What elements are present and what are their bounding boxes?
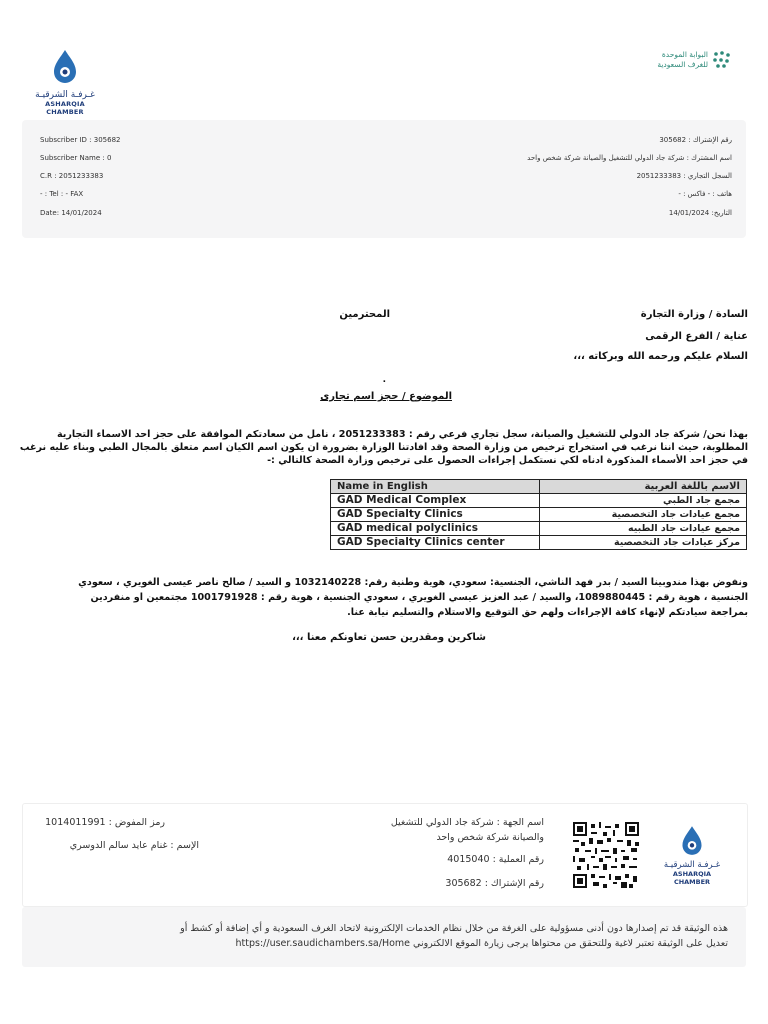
recipient-line: السادة / وزارة التجارة xyxy=(640,309,748,320)
table-header-row xyxy=(331,480,747,494)
header-english: Name in English xyxy=(331,480,540,494)
operation-number: رقم العملية : 4015040 xyxy=(447,854,544,865)
subscriber-id-ar: رقم الإشتراك : 305682 xyxy=(659,136,732,144)
paragraph1-line2: المطلوبة، حيث اننا نرغب في استخراج ترخيص من وزارة الصحة وقد افادتنا الوزارة بضرورة ان يكون اسم الكيان اسم متعلق بالمجال الطبي وبناء عليه نرغب xyxy=(19,442,748,453)
portal-logo-line2: للغرف السعودية xyxy=(657,60,708,69)
greeting-line: السلام عليكم ورحمه الله وبركاته ،،، xyxy=(573,351,748,362)
saudi-chambers-portal-logo xyxy=(642,50,732,70)
logo-english-text: ASHARQIA CHAMBER xyxy=(45,100,85,116)
asharqia-chamber-logo xyxy=(30,50,100,116)
subscriber-id-en: Subscriber ID : 305682 xyxy=(40,136,121,144)
attention-line: عناية / الفرع الرقمى xyxy=(645,331,748,342)
portal-emblem-icon xyxy=(712,50,732,70)
cr-ar: السجل التجاري : 2051233383 xyxy=(636,172,732,180)
table-row xyxy=(331,522,747,536)
paragraph2-line2: الجنسية ، هوية رقم : 1089880445، والسيد / عبد العزيز عيسي الغويري ، سعودي الجنسية ، هوية رقم : 1001791928 مجتمعين او منفردين xyxy=(90,592,748,603)
chamber-emblem-icon xyxy=(50,50,80,84)
footer-logo-arabic: غـرفـة الشرقيـة xyxy=(663,860,721,870)
qr-code-icon xyxy=(573,822,639,888)
subscriber-info-box xyxy=(22,120,746,238)
entity-name-line2: والصيانة شركة شخص واحد xyxy=(436,832,544,843)
subscriber-name-en: Subscriber Name : 0 xyxy=(40,154,112,162)
disclaimer-box xyxy=(22,907,746,967)
entity-name-line1: اسم الجهة : شركة جاد الدولي للتشغيل xyxy=(390,817,544,828)
logo-arabic-text: غـرفـة الشرقيـة xyxy=(35,90,95,100)
cr-en: C.R : 2051233383 xyxy=(40,172,104,180)
footer-logo-english: ASHARQIA CHAMBER xyxy=(672,870,712,886)
paragraph1-line1: بهذا نحن/ شركة جاد الدولي للتشغيل والصيانة، سجل تجاري فرعي رقم : 2051233383 ، نامل من سعادتكم الموافقة على حجز احد الاسماء التجارية xyxy=(56,429,748,440)
paragraph2-line1: ونفوض بهذا مندوبينا السيد / بدر فهد الناشي، الجنسية: سعودي، هوية وطنية رقم: 1032140228 و السيد / صالح ناصر عيسى الغويري ، سعودي xyxy=(78,577,748,588)
subscriber-name-ar: اسم المشترك : شركة جاد الدولي للتشغيل والصيانة شركة شخص واحد xyxy=(527,154,732,162)
tel-fax-en: - : Tel : - FAX xyxy=(40,190,84,198)
proposed-names-table xyxy=(330,479,747,550)
chamber-emblem-icon xyxy=(679,826,705,856)
tel-fax-ar: هاتف : - فاكس : - xyxy=(678,190,732,198)
subject-line: الموضوع / حجز اسم تجارى xyxy=(320,391,452,402)
footer-chamber-logo xyxy=(657,826,727,886)
table-row xyxy=(331,494,747,508)
name-english: GAD medical polyclinics xyxy=(331,522,540,536)
header-arabic: الاسم باللغة العربية xyxy=(540,480,747,494)
verification-footer xyxy=(22,803,748,907)
disclaimer-line1: هذه الوثيقة قد تم إصدارها دون أدنى مسؤولية على الغرفة من خلال نظام الخدمات الإلكترونية لاتحاد الغرف السعودية و أي إضافة أو كشط أو xyxy=(180,923,728,934)
name-english: GAD Specialty Clinics center xyxy=(331,536,540,550)
delegate-name: الإسم : غنام عايد سالم الدوسري xyxy=(69,840,199,851)
separator-dot: . xyxy=(382,375,386,385)
name-arabic: مجمع جاد الطبي xyxy=(540,494,747,508)
paragraph2-line3: بمراجعة سيادتكم لإنهاء كافة الإجراءات ولهم حق التوقيع والاستلام والتسليم نيابة عنا. xyxy=(347,607,748,618)
subscription-number: رقم الإشتراك : 305682 xyxy=(445,878,544,889)
paragraph1-line3: في حجز احد الأسماء المذكورة ادناه لكي نستكمل إجراءات الحصول على ترخيص وزارة الصحة كالتالي :- xyxy=(267,455,748,466)
name-arabic: مجمع عيادات جاد التخصصية xyxy=(540,508,747,522)
closing-line: شاكرين ومقدرين حسن تعاونكم معنا ،،، xyxy=(292,632,486,643)
disclaimer-line2: تعديل على الوثيقة تعتبر لاغية وللتحقق من محتواها يرجى زيارة الموقع الالكتروني https://user.saudichambers.sa/Home xyxy=(235,938,728,949)
date-ar: التاريخ: 14/01/2024 xyxy=(668,209,732,217)
portal-logo-line1: البوابة الموحدة xyxy=(661,50,708,59)
date-en: Date: 14/01/2024 xyxy=(40,209,102,217)
table-row xyxy=(331,536,747,550)
name-arabic: مركز عيادات جاد التخصصية xyxy=(540,536,747,550)
name-english: GAD Medical Complex xyxy=(331,494,540,508)
name-arabic: مجمع عيادات جاد الطبيه xyxy=(540,522,747,536)
delegate-code: رمز المفوض : 1014011991 xyxy=(45,817,165,828)
name-english: GAD Specialty Clinics xyxy=(331,508,540,522)
respect-title: المحترمين xyxy=(339,309,390,320)
table-row xyxy=(331,508,747,522)
